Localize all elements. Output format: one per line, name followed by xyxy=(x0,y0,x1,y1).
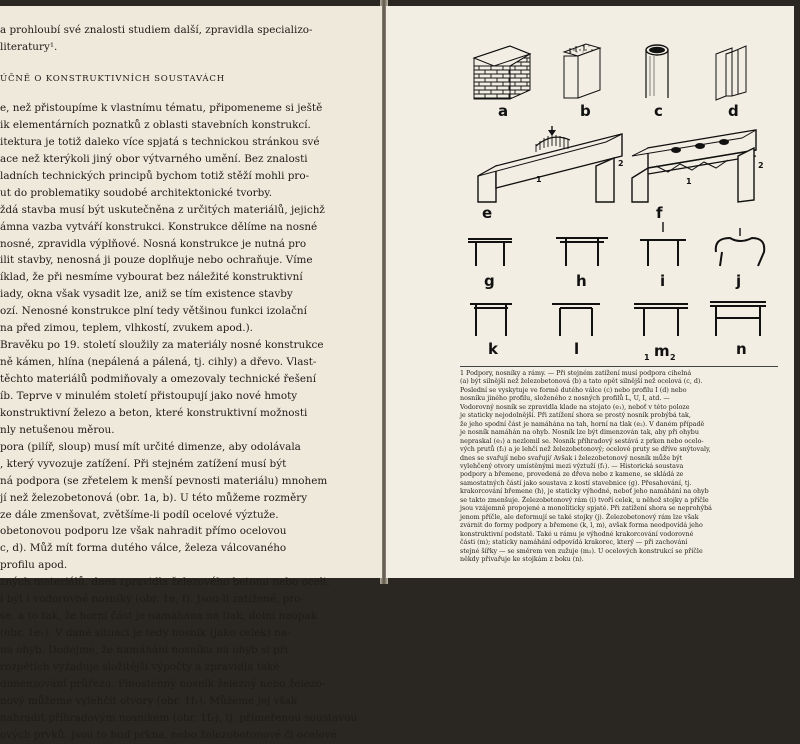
text-line: rozpětích vyžaduje složitější výpočty a zpravidla také xyxy=(0,660,280,673)
text-line: profilu apod. xyxy=(0,559,68,572)
text-line: zných materiálů, dnes zpravidla železového betonu nebo oceli, xyxy=(0,576,330,589)
caption-line: se takto zmenšuje. Železobetonový rám (i) tvoří celek, u něhož stojky a příčle xyxy=(460,496,709,504)
i-profile-drawing xyxy=(716,46,746,100)
text-line: íb. Teprve v minulém století přistoupují jako nové hmoty xyxy=(0,389,298,402)
caption-line: stejné šířky — se směrem ven zužuje (m₂). U ocelových konstrukcí se příčle xyxy=(460,547,703,555)
figure-letter: e xyxy=(482,204,493,222)
text-line: iady, okna však vysadit lze, aniž se tím existence stavby xyxy=(0,288,293,301)
section-heading: ÚČNĚ O KONSTRUKTIVNÍCH SOUSTAVÁCH xyxy=(0,74,226,84)
text-line: jí než železobetonová (obr. 1a, b). U této můžeme rozměry xyxy=(0,491,308,504)
text-line: itektura je totiž daleko více spjatá s technickou stránkou své xyxy=(0,135,320,148)
figure-letter: n xyxy=(736,340,747,358)
figure-subscript: 1 xyxy=(536,175,542,184)
text-line: íklad, že při nesmíme vybourat bez náležité konstruktivní xyxy=(0,271,303,284)
caption-line: zvárnit do formy podpory a břemene (k, l, m), avšak forma neodpovídá jeho xyxy=(460,522,703,530)
caption-line: že jeho spodní část je namáhána na tah, horní na tlak (e₂). V daném případě xyxy=(460,420,705,428)
figure-letter: g xyxy=(484,272,495,290)
steel-tube-drawing xyxy=(646,45,668,98)
caption-line: (a) být silnější než železobetonová (b) a tato opět silnější než ocelová (c, d). xyxy=(460,378,703,386)
frame-row-2-drawings xyxy=(470,302,766,336)
figure-letter: h xyxy=(576,272,587,290)
caption-line: Vodorovný nosník se zpravidla klade na stojato (e₁), neboť v této poloze xyxy=(460,403,690,411)
text-line: ze dále zmenšovat, zvětšíme-li podíl ocelové výztuže. xyxy=(0,508,279,521)
figure-subscript: 2 xyxy=(670,353,676,362)
caption-line: jsou vzájemně propojené a monoliticky spjaté. Při zatížení shora se neprohýbá xyxy=(460,505,712,513)
figure-letter: f xyxy=(656,204,663,222)
text-line: ových prvků. Jsou to buď prkna, nebo železobetonové či ocelové xyxy=(0,728,337,741)
text-line: ace než kterýkoli jiný obor výtvarného umění. Bez znalosti xyxy=(0,152,308,165)
caption-line: samostatných částí jako soustava z kostí stavebnice (g). Přesahování, tj. xyxy=(460,479,692,487)
caption-line: nepraskal (e₁) a nezlomil se. Nosník příhradový sestává z prken nebo ocelo- xyxy=(460,437,704,445)
caption-line: vých prutů (f₂) a je lehčí než železobetonový; ocelové pruty se dříve snýtovaly, xyxy=(460,446,711,454)
caption-rule xyxy=(460,366,778,367)
text-line: ut do problematiky soudobé architektonické tvorby. xyxy=(0,186,273,199)
caption-line: jenom příčle, ale deformují se také stojky (j). Železobetonový rám lze však xyxy=(460,513,699,521)
figure-letter: a xyxy=(498,102,509,120)
text-line: ladních technických principů bychom totiž stěží mohli pro- xyxy=(0,169,310,182)
caption-line: dnes se svařují nebo svařují/ Avšak i železobetonový nosník může být xyxy=(460,454,683,462)
caption-line: někdy přivařuje ke stojkám z boku (n). xyxy=(460,555,584,563)
text-line: nový můžeme vylehčit otvory (obr. 1f₁). Můžeme jej však xyxy=(0,694,298,707)
truss-beam-drawing xyxy=(632,130,756,202)
text-line: dimenzování průřezu. Pinosténný nosník železný nebo železo- xyxy=(0,677,326,690)
left-top-text xyxy=(0,22,376,56)
beam-on-piers-drawing xyxy=(478,126,622,202)
text-line: nly netušenou měrou. xyxy=(0,423,115,436)
text-line: Bravěku po 19. století sloužily za materiály nosné konstrukce xyxy=(0,339,324,352)
text-line: literatury¹. xyxy=(0,40,58,53)
figure-letter: b xyxy=(580,102,591,120)
caption-line: krakorcování břemene (h), je staticky výhodné, neboť jeho namáhání na ohyb xyxy=(460,488,709,496)
figure-letter: l xyxy=(574,340,580,358)
text-line: í být i vodorovné nosníky (obr. 1e, f). Jsou-li zatížené, pro- xyxy=(0,593,305,606)
figure-letter: k xyxy=(488,340,498,358)
text-line: (obr. 1e₁). V dané situaci je tedy nosník (jako celek) na- xyxy=(0,627,291,640)
text-line: těchto materiálů podmiňovaly a omezovaly technické řešení xyxy=(0,373,317,385)
text-line: nahradit příhradovým nosníkem (obr. 1f₂), tj. přímeřenou soustavou xyxy=(0,711,358,724)
caption-line: 1 Podpory, nosníky a rámy. — Při stejném zatížení musí podpora cihelná xyxy=(460,370,692,377)
right-page xyxy=(386,6,794,578)
figure-letter: d xyxy=(728,102,739,120)
text-line: nosné, zpravidla výplňové. Nosná konstrukce je nutná pro xyxy=(0,237,307,250)
text-line: obetonovou podporu lze však nahradit přímo ocelovou xyxy=(0,525,287,538)
text-line: ná podpora (se zřetelem k menší pevnosti materiálu) mnohem xyxy=(0,474,328,487)
figure-letter: m xyxy=(654,342,670,360)
caption-line: nosníku jiného profilu, složeného z nosných profilů L, U, I, atd. — xyxy=(460,395,670,403)
brick-pier-drawing xyxy=(474,46,530,99)
caption-line: je nosník namáhán na ohyb. Nosník lze být dimenzován tak, aby při ohybu xyxy=(460,429,699,437)
left-body-text xyxy=(0,100,376,744)
text-line: ozí. Nenosné konstrukce plní tedy většinou funkci izolační xyxy=(0,305,307,318)
caption-line: vylehčený otvory umístěnými mezi výztuží (f₁). — Historická soustava xyxy=(460,462,684,470)
construction-figure xyxy=(386,6,794,366)
text-line: ik elementárních poznatků z oblasti stavebních konstrukcí. xyxy=(0,118,311,131)
figure-letter: c xyxy=(654,102,663,120)
text-line: se, a to tak, že horní část je namáhána na tlak, dolní naopak xyxy=(0,610,317,623)
frame-row-1-drawings xyxy=(468,222,764,266)
figure-subscript: 1 xyxy=(644,353,650,362)
text-line: c, d). Můž mít forma dutého válce, železa válcovaného xyxy=(0,542,287,555)
caption-line: je staticky nejodolnější. Při zatížení shora se prostý nosník probýbá tak, xyxy=(460,412,691,420)
figure-subscript: 1 xyxy=(686,177,692,186)
text-line: e, než přistoupíme k vlastnímu tématu, připomeneme si ještě xyxy=(0,102,323,114)
figure-letter: i xyxy=(660,272,666,290)
text-line: ně kámen, hlína (nepálená a pálená, tj. cihly) a dřevo. Vlast- xyxy=(0,356,317,369)
figure-subscript: 2 xyxy=(758,161,764,170)
figure-letter: j xyxy=(736,272,742,290)
text-line: , který vyvozuje zatížení. Při stejném zatížení musí být xyxy=(0,457,287,470)
caption-line: konstruktivní podstatě. Také u rámu je výhodné krakorcování vodorovné xyxy=(460,530,694,538)
text-line: ámna vazba vytváří konstrukci. Konstrukce dělíme na nosné xyxy=(0,220,318,233)
caption-line: Poslední se vyskytuje ve formě dutého válce (c) nebo profilu I (d) nebo xyxy=(460,386,687,394)
text-line: pora (pilíř, sloup) musí mít určité dimenze, aby odolávala xyxy=(0,440,301,453)
figure-caption xyxy=(460,370,782,564)
caption-line: podpory a břemene, provedená ze dřeva nebo z kamene, se skládá ze xyxy=(460,471,684,479)
concrete-pier-drawing xyxy=(564,44,600,98)
text-line: ilit stavby, nenosná ji pouze doplňuje nebo ochraňuje. Víme xyxy=(0,254,313,267)
text-line: ždá stavba musí být uskutečněna z určitých materiálů, jejichž xyxy=(0,203,325,216)
left-page xyxy=(0,6,382,741)
text-line: konstruktivní železo a beton, které konstruktivní možnosti xyxy=(0,406,308,419)
text-line: na ohyb. Dodejme, že namáhání nosníku na ohyb si při xyxy=(0,644,288,656)
caption-line: části (m); staticky namáhání odpovídá krakorec, který — při zachování xyxy=(460,539,688,547)
figure-subscript: 2 xyxy=(618,159,624,168)
text-line: na před zimou, teplem, vlhkostí, zvukem apod.). xyxy=(0,322,253,335)
text-line: a prohloubí své znalosti studiem další, zpravidla specializo- xyxy=(0,24,313,36)
